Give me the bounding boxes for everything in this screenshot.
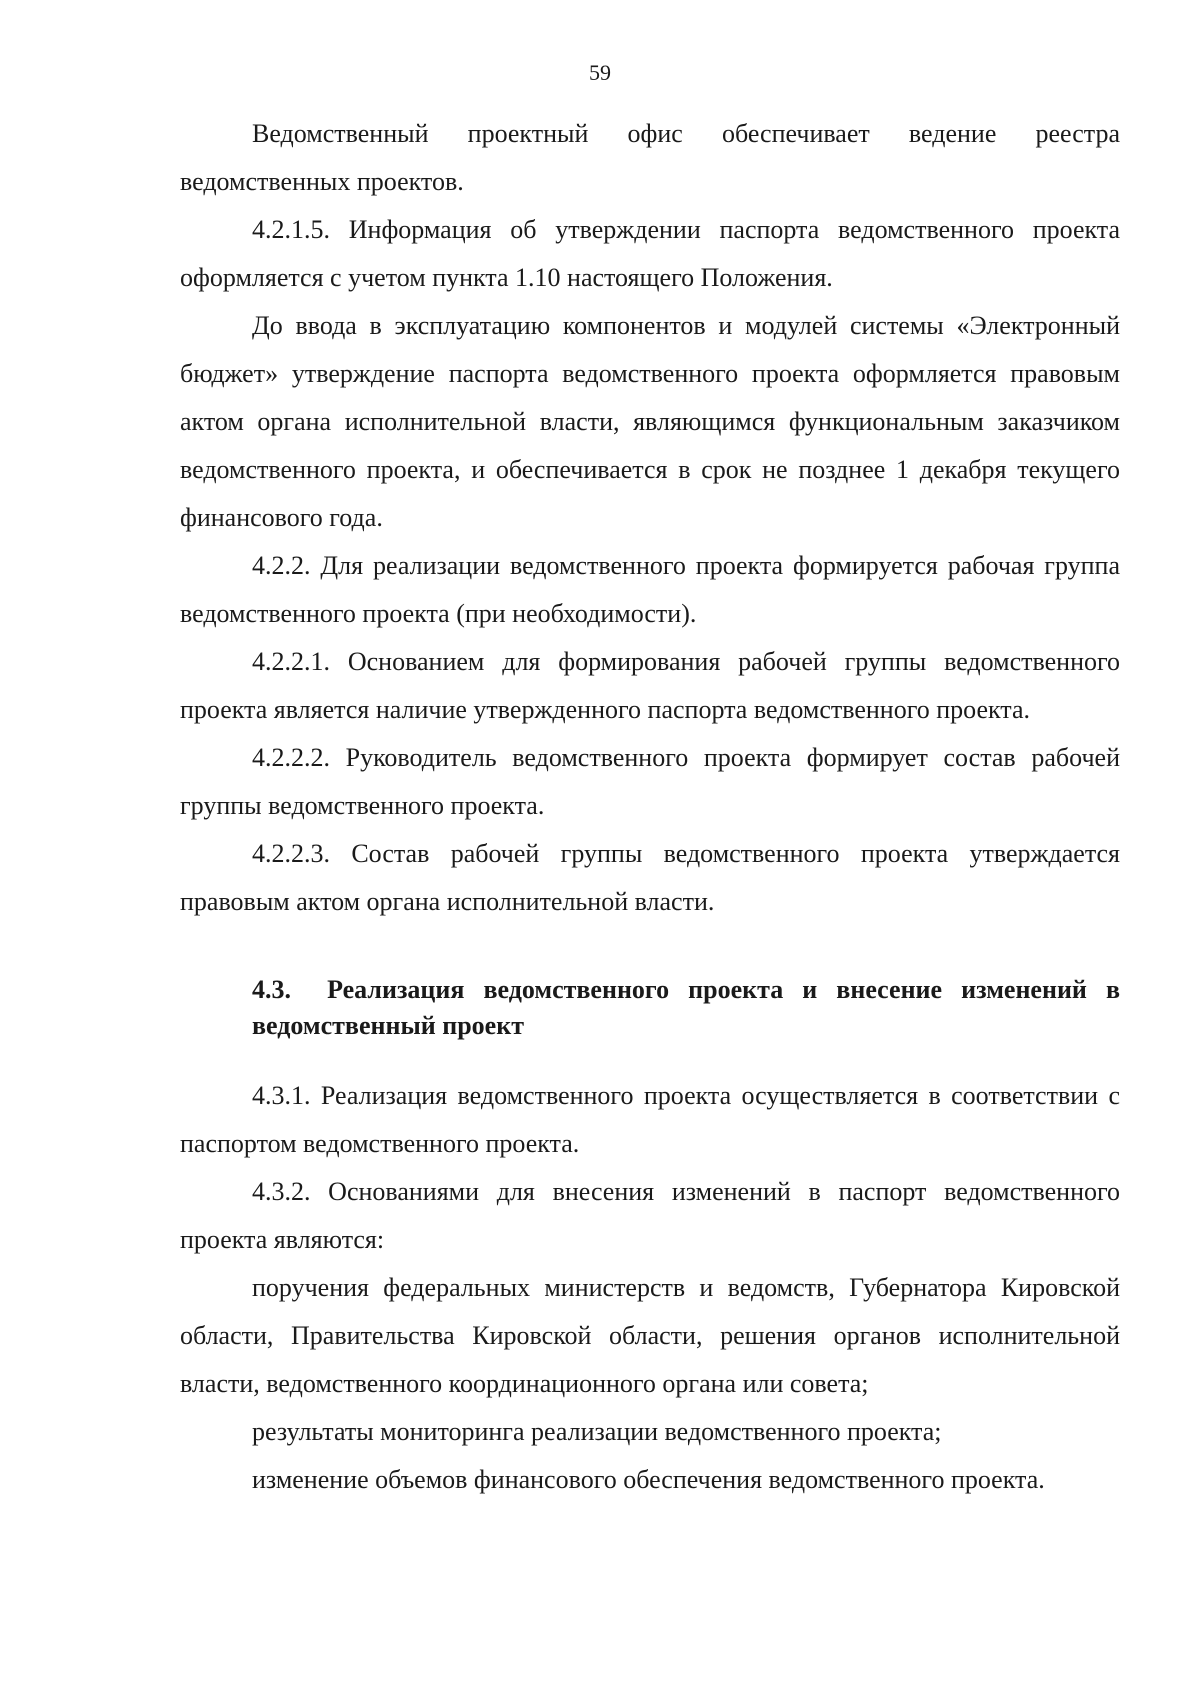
- section-heading-4-3: [180, 972, 1120, 1044]
- page-content: [180, 110, 1120, 1504]
- paragraph-4-2-2: 4.2.2. Для реализации ведомственного проекта формируется рабочая группа ведомственного проекта (при необходимости).: [180, 551, 1120, 628]
- list-item: результаты мониторинга реализации ведомственного проекта;: [252, 1417, 942, 1446]
- paragraph-electronic-budget: До ввода в эксплуатацию компонентов и модулей системы «Электронный бюджет» утверждение паспорта ведомственного проекта оформляется правовым актом органа исполнительной власти, являющимся функциональным заказчиком ведомственного проекта, и обеспечивается в срок не позднее 1 декабря текущего финансового года.: [180, 311, 1120, 532]
- list-item: поручения федеральных министерств и ведомств, Губернатора Кировской области, Правительства Кировской области, решения органов исполнительной власти, ведомственного координационного органа или совета;: [180, 1273, 1120, 1398]
- section-title: Реализация ведомственного проекта и внесение изменений в ведомственный проект: [252, 975, 1121, 1040]
- section-number: 4.3.: [252, 975, 291, 1004]
- paragraph-4-3-1: 4.3.1. Реализация ведомственного проекта осуществляется в соответствии с паспортом ведомственного проекта.: [180, 1081, 1120, 1158]
- paragraph-registry: Ведомственный проектный офис обеспечивает ведение реестра ведомственных проектов.: [180, 119, 1120, 196]
- paragraph-4-2-2-3: 4.2.2.3. Состав рабочей группы ведомственного проекта утверждается правовым актом органа исполнительной власти.: [180, 839, 1120, 916]
- page-number: 59: [589, 60, 611, 85]
- paragraph-4-2-2-2: 4.2.2.2. Руководитель ведомственного проекта формирует состав рабочей группы ведомственного проекта.: [180, 743, 1120, 820]
- paragraph-4-2-2-1: 4.2.2.1. Основанием для формирования рабочей группы ведомственного проекта является наличие утвержденного паспорта ведомственного проекта.: [180, 647, 1120, 724]
- list-item: изменение объемов финансового обеспечения ведомственного проекта.: [252, 1465, 1045, 1494]
- paragraph-4-3-2: 4.3.2. Основаниями для внесения изменений в паспорт ведомственного проекта являются:: [180, 1177, 1120, 1254]
- paragraph-4-2-1-5: 4.2.1.5. Информация об утверждении паспорта ведомственного проекта оформляется с учетом пункта 1.10 настоящего Положения.: [180, 215, 1120, 292]
